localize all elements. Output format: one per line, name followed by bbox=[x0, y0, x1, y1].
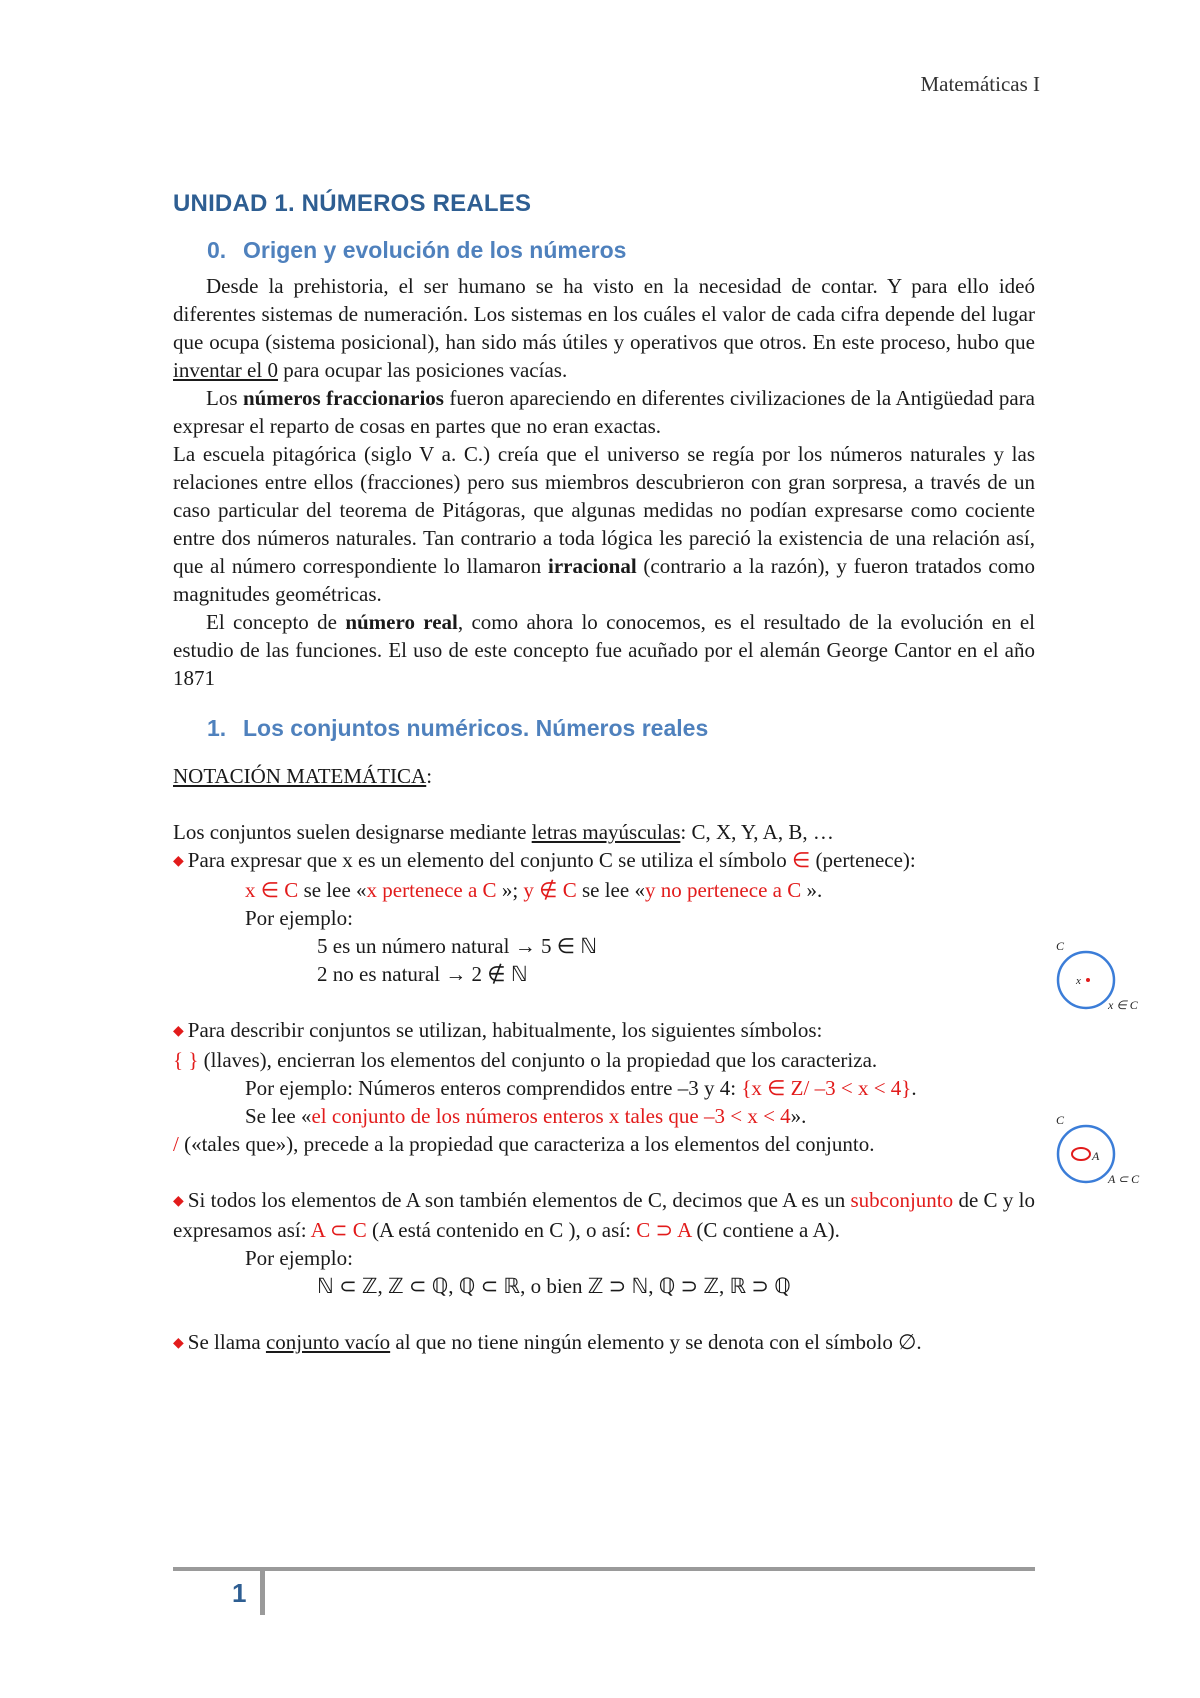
paragraph-text: para ocupar las posiciones vacías. bbox=[277, 358, 568, 382]
underlined-text: inventar el 0 bbox=[173, 358, 278, 382]
bold-term: número real bbox=[345, 610, 458, 634]
section-1-heading bbox=[207, 714, 1035, 742]
subset-ellipse bbox=[1072, 1148, 1090, 1160]
paragraph-text: ». bbox=[790, 1104, 807, 1128]
bullet-subset bbox=[173, 1186, 1035, 1244]
section-0-heading bbox=[207, 236, 1035, 264]
red-text: x pertenece a C bbox=[366, 878, 497, 902]
subset-example: ℕ ⊂ ℤ, ℤ ⊂ ℚ, ℚ ⊂ ℝ, o bien ℤ ⊃ ℕ, ℚ ⊃ ℤ, ℝ ⊃ ℚ bbox=[317, 1274, 791, 1298]
section-0-number: 0. bbox=[207, 237, 227, 263]
element-dot bbox=[1086, 978, 1090, 982]
bullet-icon: ◆ bbox=[173, 1194, 184, 1209]
page-number: 1 bbox=[232, 1578, 247, 1608]
slash-symbol: / bbox=[173, 1132, 179, 1156]
paragraph-text: : C, X, Y, A, B, … bbox=[680, 820, 834, 844]
red-text: {x ∈ Z/ –3 < x < 4} bbox=[741, 1076, 912, 1100]
red-text: el conjunto de los números enteros x tales que –3 < x < 4 bbox=[311, 1104, 791, 1128]
paragraph-text: Para describir conjuntos se utilizan, habitualmente, los siguientes símbolos: bbox=[187, 1018, 823, 1042]
paragraph-text: »; bbox=[496, 878, 524, 902]
notation-heading bbox=[173, 762, 1035, 790]
paragraph-real-number bbox=[173, 608, 1035, 692]
braces-reading bbox=[173, 1102, 1035, 1130]
paragraph-text: («tales que»), precede a la propiedad que caracteriza a los elementos del conjunto. bbox=[178, 1132, 875, 1156]
slash-description bbox=[173, 1130, 1035, 1158]
paragraph-text: Por ejemplo: Números enteros comprendidos entre –3 y 4: bbox=[245, 1076, 742, 1100]
notation-colon: : bbox=[426, 764, 433, 788]
example-not-natural: 2 no es natural → 2 ∉ ℕ bbox=[317, 962, 528, 986]
diagram-subset-label: A bbox=[1092, 1149, 1100, 1163]
paragraph-text: se lee « bbox=[576, 878, 645, 902]
paragraph-text: de C y lo expresamos así: bbox=[173, 1188, 1035, 1242]
braces-symbol: { } bbox=[173, 1048, 199, 1072]
paragraph-origin bbox=[173, 272, 1035, 384]
bold-term: números fraccionarios bbox=[242, 386, 444, 410]
page-content bbox=[173, 190, 1035, 1358]
example-natural: 5 es un número natural → 5 ∈ ℕ bbox=[317, 934, 598, 958]
paragraph-text: Los bbox=[206, 386, 243, 410]
paragraph-text: fueron apareciendo en diferentes civilizaciones de la Antigüedad para expresar el reparto de cosas en partes que no eran exactas. bbox=[173, 386, 1036, 438]
paragraph-text: (pertenece): bbox=[810, 848, 916, 872]
paragraph-text: , como ahora lo conocemos, es el resultado de la evolución en el estudio de las funciones. El uso de este concepto fue acuñado por el alemán George Cantor en el año 1871 bbox=[173, 610, 1036, 690]
red-text: C ⊃ A bbox=[636, 1218, 692, 1242]
unit-title: UNIDAD 1. NÚMEROS REALES bbox=[173, 190, 532, 217]
membership-diagram bbox=[1048, 936, 1168, 1016]
paragraph-text: (A está contenido en C ), o así: bbox=[366, 1218, 637, 1242]
section-1-number: 1. bbox=[207, 715, 227, 741]
paragraph-text: Para expresar que x es un elemento del conjunto C se utiliza el símbolo bbox=[187, 848, 792, 872]
red-text: subconjunto bbox=[850, 1188, 954, 1212]
membership-reading bbox=[173, 876, 1035, 904]
paragraph-text: Desde la prehistoria, el ser humano se ha visto en la necesidad de contar. Y para ello ideó diferentes sistemas de numeración. Los sistemas en los cuáles el valor de cada cifra depende del lugar que ocupa (sistema posicional), han sido más útiles y operativos que otros. En este proceso, hubo que bbox=[173, 274, 1035, 354]
braces-description bbox=[173, 1046, 1035, 1074]
paragraph-text: (contrario a la razón), y fueron tratados como magnitudes geométricas. bbox=[173, 554, 1035, 606]
red-text: y ∉ C bbox=[523, 878, 577, 902]
subset-example-label: Por ejemplo: bbox=[245, 1246, 353, 1270]
section-0-title: Origen y evolución de los números bbox=[243, 237, 627, 263]
section-1-title: Los conjuntos numéricos. Números reales bbox=[243, 715, 709, 741]
paragraph-text: al que no tiene ningún elemento y se denota con el símbolo ∅. bbox=[390, 1330, 922, 1354]
bullet-icon: ◆ bbox=[173, 1024, 184, 1039]
paragraph-text: Los conjuntos suelen designarse mediante bbox=[173, 820, 532, 844]
notation-label: NOTACIÓN MATEMÁTICA bbox=[173, 764, 427, 788]
paragraph-text: Si todos los elementos de A son también elementos de C, decimos que A es un bbox=[187, 1188, 851, 1212]
paragraph-text: (C contiene a A). bbox=[691, 1218, 840, 1242]
bullet-membership bbox=[173, 846, 1035, 876]
paragraph-text: . bbox=[911, 1076, 917, 1100]
paragraph-text: (llaves), encierran los elementos del conjunto o la propiedad que los caracteriza. bbox=[198, 1048, 878, 1072]
paragraph-text: se lee « bbox=[298, 878, 367, 902]
red-text: x ∈ C bbox=[245, 878, 299, 902]
paragraph-text: El concepto de bbox=[206, 610, 346, 634]
set-circle bbox=[1058, 1126, 1114, 1182]
paragraph-text: Se llama bbox=[187, 1330, 266, 1354]
red-text: y no pertenece a C bbox=[644, 878, 802, 902]
example-label: Por ejemplo: bbox=[245, 906, 353, 930]
braces-example bbox=[173, 1074, 1035, 1102]
paragraph-pythagorean bbox=[173, 440, 1035, 608]
underlined-text: conjunto vacío bbox=[265, 1330, 391, 1354]
subset-diagram bbox=[1048, 1110, 1168, 1190]
footer-vertical-bar bbox=[260, 1567, 265, 1615]
bold-term: irracional bbox=[548, 554, 637, 578]
symbol-belongs: ∈ bbox=[791, 848, 811, 872]
diagram-set-label: C bbox=[1056, 939, 1065, 953]
page-header: Matemáticas I bbox=[920, 72, 1040, 96]
red-text: A ⊂ C bbox=[310, 1218, 367, 1242]
bullet-icon: ◆ bbox=[173, 854, 184, 869]
sets-intro bbox=[173, 818, 1035, 846]
diagram-element-label: x bbox=[1076, 975, 1081, 987]
diagram-caption: A ⊂ C bbox=[1108, 1172, 1140, 1186]
paragraph-text: ». bbox=[801, 878, 823, 902]
paragraph-text: Se lee « bbox=[245, 1104, 312, 1128]
footer-divider bbox=[173, 1567, 1035, 1571]
paragraph-fractions bbox=[173, 384, 1035, 440]
diagram-caption: x ∈ C bbox=[1108, 998, 1138, 1012]
bullet-icon: ◆ bbox=[173, 1336, 184, 1351]
underlined-text: letras mayúsculas bbox=[531, 820, 681, 844]
diagram-set-label: C bbox=[1056, 1113, 1065, 1127]
bullet-empty-set bbox=[173, 1328, 1035, 1358]
bullet-symbols bbox=[173, 1016, 1035, 1046]
paragraph-text: La escuela pitagórica (siglo V a. C.) creía que el universo se regía por los números naturales y las relaciones entre ellos (fracciones) pero sus miembros descubrieron con gran sorpresa, a través de un caso particular del teorema de Pitágoras, que algunas medidas no podían expresarse como cociente entre dos números naturales. Tan contrario a toda lógica les pareció la existencia de una relación así, que al número correspondiente lo llamaron bbox=[173, 442, 1035, 578]
